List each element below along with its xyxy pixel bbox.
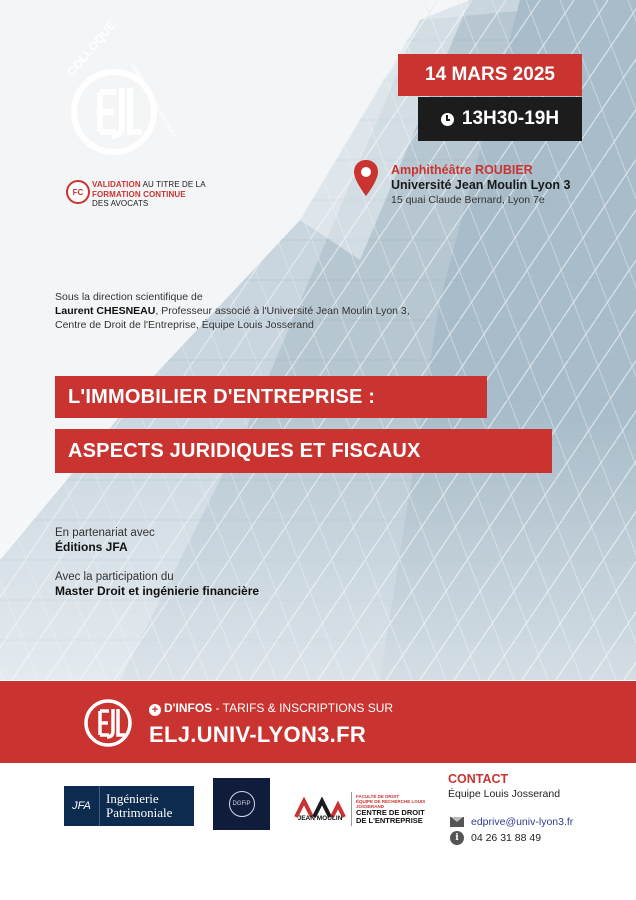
- jean-moulin-name: JEAN MOULIN: [297, 815, 343, 822]
- avocats-label: DES AVOCATS: [92, 199, 149, 208]
- participation-label: Avec la participation du: [55, 571, 174, 583]
- formation-continue-label: FORMATION CONTINUE: [92, 189, 186, 199]
- ip-line2: Patrimoniale: [106, 805, 173, 820]
- ingenierie-patrimoniale-logo: [64, 786, 194, 826]
- venue-name: Amphithéâtre ROUBIER: [391, 163, 533, 177]
- info-icon: i: [450, 831, 464, 845]
- jean-moulin-cde-logo: [292, 790, 437, 828]
- jean-moulin-mark-icon: [292, 790, 346, 828]
- validation-formation-continue: [66, 178, 216, 212]
- title-line-1: L'IMMOBILIER D'ENTREPRISE :: [55, 376, 487, 418]
- event-time: 13H30-19H: [461, 108, 560, 129]
- plus-icon: +: [149, 704, 161, 716]
- partners-block: [55, 526, 375, 598]
- contact-block: [448, 772, 628, 800]
- fc-icon: FC: [66, 180, 90, 204]
- infos-line: [149, 701, 393, 716]
- director-unit: Centre de Droit de l'Entreprise, Équipe Louis Josserand: [55, 319, 314, 331]
- contact-email-row: [450, 816, 573, 828]
- ip-line1: Ingénierie: [106, 791, 159, 806]
- director-name: Laurent CHESNEAU: [55, 305, 156, 317]
- contact-phone: 04 26 31 88 49: [471, 832, 542, 844]
- cde-line2: DE L'ENTREPRISE: [356, 816, 423, 825]
- venue-university: Université Jean Moulin Lyon 3: [391, 178, 571, 192]
- envelope-icon: [450, 817, 464, 827]
- director-role: , Professeur associé à l'Université Jean Moulin Lyon 3,: [155, 305, 410, 317]
- cde-faculty: FACULTÉ DE DROIT: [356, 794, 400, 799]
- cde-team: ÉQUIPE DE RECHERCHE LOUIS JOSSERAND: [356, 799, 426, 809]
- colloque-logo-small: [76, 690, 140, 754]
- venue-block: [391, 163, 631, 207]
- infos-rest: - TARIFS & INSCRIPTIONS SUR: [212, 701, 394, 715]
- jfa-mark: JFA: [64, 786, 100, 826]
- direction-intro: Sous la direction scientifique de: [55, 291, 203, 303]
- colloque-logo: [52, 17, 177, 173]
- participant-name: Master Droit et ingénierie financière: [55, 584, 260, 598]
- infos-label: D'INFOS: [164, 701, 213, 715]
- partner-name: Éditions JFA: [55, 540, 128, 554]
- contact-phone-row: [450, 831, 541, 845]
- location-pin-icon: [354, 160, 378, 196]
- contact-team: Équipe Louis Josserand: [448, 788, 561, 800]
- seal-icon: DGFiP: [229, 791, 255, 817]
- contact-email[interactable]: edprive@univ-lyon3.fr: [471, 816, 574, 828]
- validation-label: VALIDATION: [92, 180, 141, 189]
- scientific-direction: [55, 290, 505, 332]
- clock-icon: [441, 113, 454, 126]
- venue-address: 15 quai Claude Bernard, Lyon 7e: [391, 194, 545, 206]
- validation-suffix: AU TITRE DE LA: [140, 180, 206, 189]
- event-time-box: [418, 97, 582, 141]
- colloque-label: COLLOQUE: [64, 17, 119, 79]
- website-link[interactable]: ELJ.UNIV-LYON3.FR: [149, 722, 367, 747]
- logo-ring-text: UNIVERSITÉ JEAN MOULIN LYON 3: [128, 62, 177, 139]
- title-line-2: ASPECTS JURIDIQUES ET FISCAUX: [55, 429, 552, 473]
- contact-title: CONTACT: [448, 772, 509, 786]
- university-seal-logo: [213, 778, 270, 830]
- partnership-label: En partenariat avec: [55, 527, 155, 539]
- cde-line1: CENTRE DE DROIT: [356, 808, 425, 817]
- event-date: 14 MARS 2025: [398, 54, 582, 96]
